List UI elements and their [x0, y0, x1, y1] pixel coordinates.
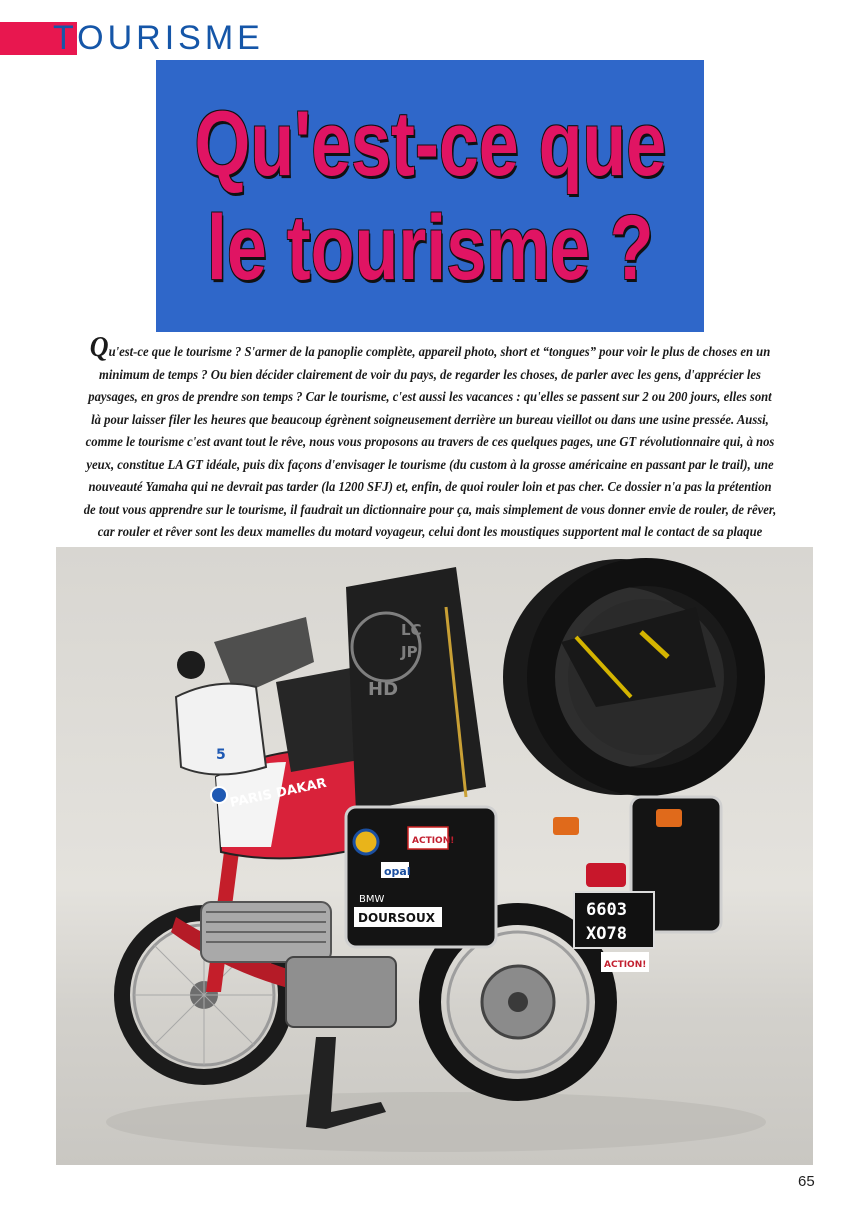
indicator-right: [656, 809, 682, 827]
motorcycle-photo: [56, 547, 813, 1165]
sticker-opal: opal: [384, 865, 411, 878]
intro-dropcap: Q: [89, 332, 109, 363]
section-title: [53, 18, 264, 58]
indicator-left: [553, 817, 579, 835]
number-plate-line-1: 6603: [586, 900, 627, 920]
page-number: 65: [798, 1173, 815, 1190]
watermark-line-1: LC: [401, 621, 422, 639]
sticker-action: ACTION!: [412, 836, 455, 846]
section-title-initial: T: [53, 19, 78, 57]
watermark-line-3: HD: [368, 679, 399, 700]
floor-shadow: [106, 1092, 766, 1152]
rear-sticker-action: ACTION!: [604, 960, 647, 970]
spare-tires: [503, 559, 751, 795]
dealer-name: DOURSOUX: [358, 911, 435, 925]
fairing-number: 5: [216, 747, 226, 763]
intro-paragraph: [82, 332, 778, 566]
side-stand: [306, 1037, 386, 1129]
intro-body: u'est-ce que le tourisme ? S'armer de la panoplie complète, appareil photo, short et “tongues” pour voir le plus de choses en un minimum de temps ? Ou bien décider clairement de voir du pays, de regarder les choses, de parler avec les gens, d'apprécier les paysages, en gros de prendre son temps ? Car le tourisme, c'est aussi les vacances : qu'elles se passent sur 2 ou 200 jours, elles sont là pour laisser filer les heures que beaucoup égrènent soigneusement derrière un bureau vieillot ou dans une usine pressée. Aussi, comme le tourisme c'est avant tout le rêve, nous vous proposons au travers de ces quelques pages, une GT révolutionnaire qui, à nos yeux, constitue LA GT idéale, puis dix façons d'envisager le tourisme (du custom à la grosse américaine en passant par le trail), une nouveauté Yamaha qui ne devrait pas tarder (la 1200 SFJ) et, enfin, de quoi rouler loin et pas cher. Ce dossier n'a pas la prétention de tout vous apprendre sur le tourisme, il faudrait un dictionnaire pour ça, mais simplement de vous donner envie de rouler, de rêver, car rouler et rêver sont les deux mamelles du motard voyageur, celui dont les moustiques supportent mal le contact de sa plaque: [83, 344, 777, 539]
number-plate-line-2: XO78: [586, 924, 627, 944]
headline-box: [156, 60, 704, 332]
dealer-brand: BMW: [359, 894, 385, 905]
watermark-line-2: JP: [401, 643, 418, 661]
tank-text: PARIS DAKAR: [228, 775, 328, 811]
tail-light: [586, 863, 626, 887]
headline-line-2: le tourisme ?: [206, 197, 654, 299]
bmw-roundel: [211, 787, 227, 803]
headline-line-1: Qu'est-ce que: [194, 93, 666, 195]
section-title-rest: OURISME: [77, 19, 264, 57]
sticker-logo: [354, 830, 378, 854]
mirror: [177, 651, 205, 679]
